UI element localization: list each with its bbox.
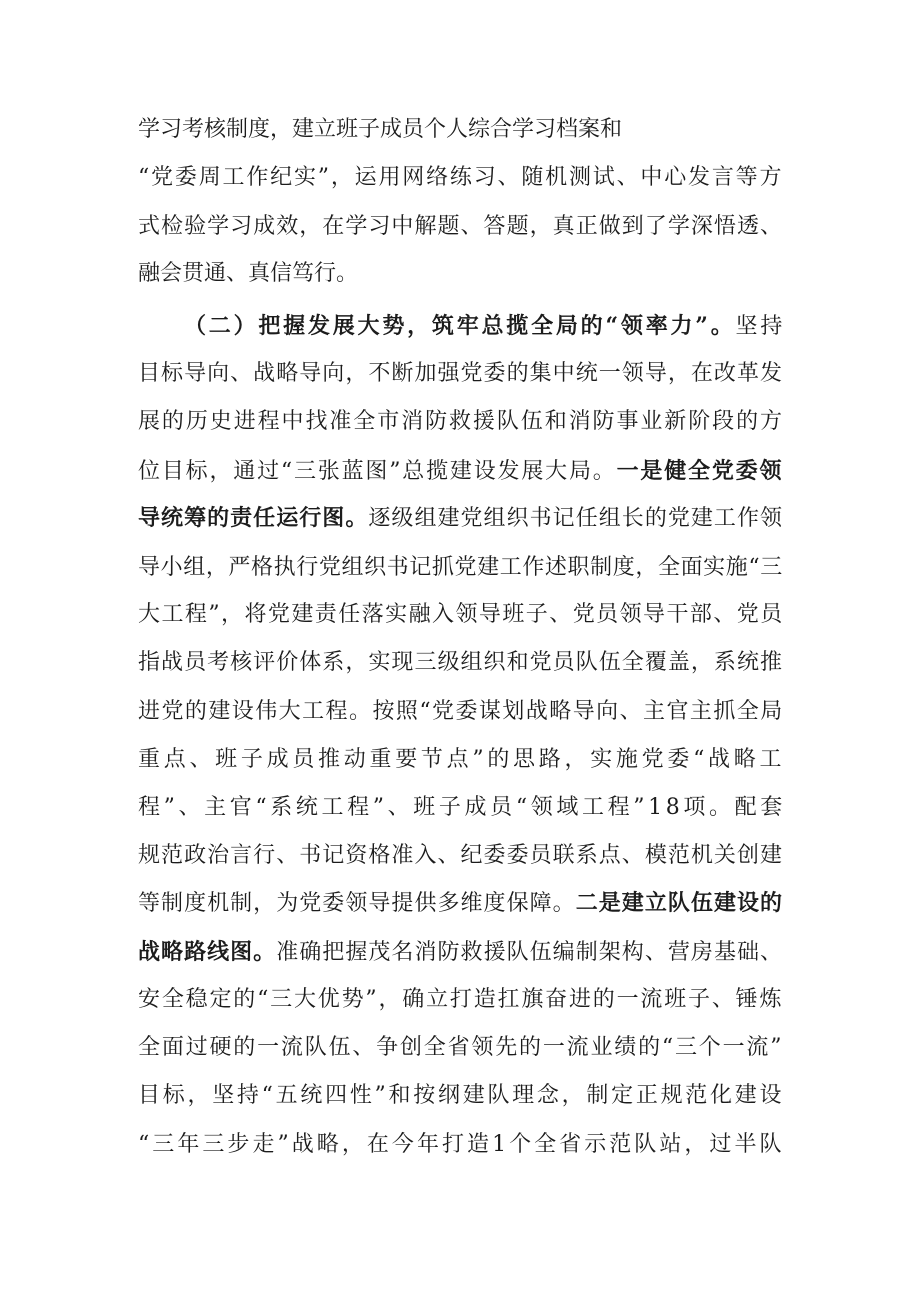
- text-segment: 准确把握茂名消防救援队伍编制架构、营房基础、: [276, 940, 784, 965]
- text-segment: 目标导向、战略导向，不断加强党委的集中统一领导，在改革发: [138, 361, 784, 386]
- bold-text-segment: （二）把握发展大势，筑牢总揽全局的“领率力”。: [184, 313, 736, 339]
- text-segment: 程”、主官“系统工程”、班子成员“领域工程”18项。配套: [138, 795, 786, 820]
- text-segment: 大工程”，将党建责任落实融入领导班子、党员领导干部、党员: [138, 602, 784, 627]
- text-segment: 等制度机制，为党委领导提供多维度保障。: [138, 891, 576, 916]
- text-segment: “党委周工作纪实”，运用网络练习、随机测试、中心发言等方: [138, 165, 784, 190]
- text-line: [184, 311, 785, 341]
- text-line: [138, 359, 783, 389]
- text-line: [138, 697, 784, 727]
- text-line: [138, 163, 783, 193]
- text-line: [138, 793, 786, 823]
- text-segment: 进党的建设伟大工程。按照“党委谋划战略导向、主官主抓全局: [138, 699, 784, 724]
- text-segment: 展的历史进程中找准全市消防救援队伍和消防事业新阶段的方: [138, 409, 784, 434]
- text-line: [138, 745, 785, 775]
- text-line: [138, 212, 783, 242]
- text-line: [138, 1081, 784, 1111]
- text-segment: 全面过硬的一流队伍、争创全省领先的一流业绩的“三个一流”: [138, 1035, 784, 1060]
- text-segment: 重点、班子成员推动重要节点”的思路，实施党委“战略工: [138, 747, 786, 772]
- text-segment: 式检验学习成效，在学习中解题、答题，真正做到了学深悟透、: [138, 214, 784, 239]
- text-line: [138, 503, 783, 533]
- bold-text-segment: 战略路线图。: [138, 939, 277, 965]
- text-segment: 融会贯通、真信笃行。: [138, 261, 359, 286]
- text-line: [138, 553, 783, 583]
- text-line: [138, 985, 783, 1015]
- text-segment: 学习考核制度，建立班子成员个人综合学习档案和: [138, 117, 623, 142]
- text-line: [138, 259, 358, 289]
- bold-text-segment: 二是建立队伍建设的: [575, 890, 784, 916]
- text-segment: 安全稳定的“三大优势”，确立打造扛旗奋进的一流班子、锤炼: [138, 987, 784, 1012]
- bold-text-segment: 一是健全党委领: [616, 458, 784, 484]
- text-segment: 导小组，严格执行党组织书记抓党建工作述职制度，全面实施“三: [138, 555, 783, 580]
- text-segment: 指战员考核评价体系，实现三级组织和党员队伍全覆盖，系统推: [138, 650, 784, 675]
- bold-text-segment: 导统筹的责任运行图。: [138, 505, 369, 531]
- text-line: [138, 115, 622, 145]
- text-segment: 目标，坚持“五统四性”和按纲建队理念，制定正规范化建设: [138, 1083, 785, 1108]
- text-line: [138, 407, 784, 437]
- text-line: [138, 1130, 785, 1160]
- text-line: [138, 600, 784, 630]
- text-segment: 规范政治言行、书记资格准入、纪委委员联系点、模范机关创建: [138, 843, 784, 868]
- text-line: [138, 888, 783, 918]
- text-line: [138, 456, 783, 486]
- text-segment: “三年三步走”战略，在今年打造1个全省示范队站，过半队: [138, 1132, 785, 1157]
- text-segment: 位目标，通过“三张蓝图”总揽建设发展大局。: [138, 459, 617, 484]
- text-line: [138, 937, 783, 967]
- text-line: [138, 648, 783, 678]
- text-segment: 逐级组建党组织书记任组长的党建工作领: [368, 506, 784, 531]
- text-line: [138, 1033, 783, 1063]
- text-line: [138, 841, 783, 871]
- text-segment: 坚持: [735, 314, 786, 339]
